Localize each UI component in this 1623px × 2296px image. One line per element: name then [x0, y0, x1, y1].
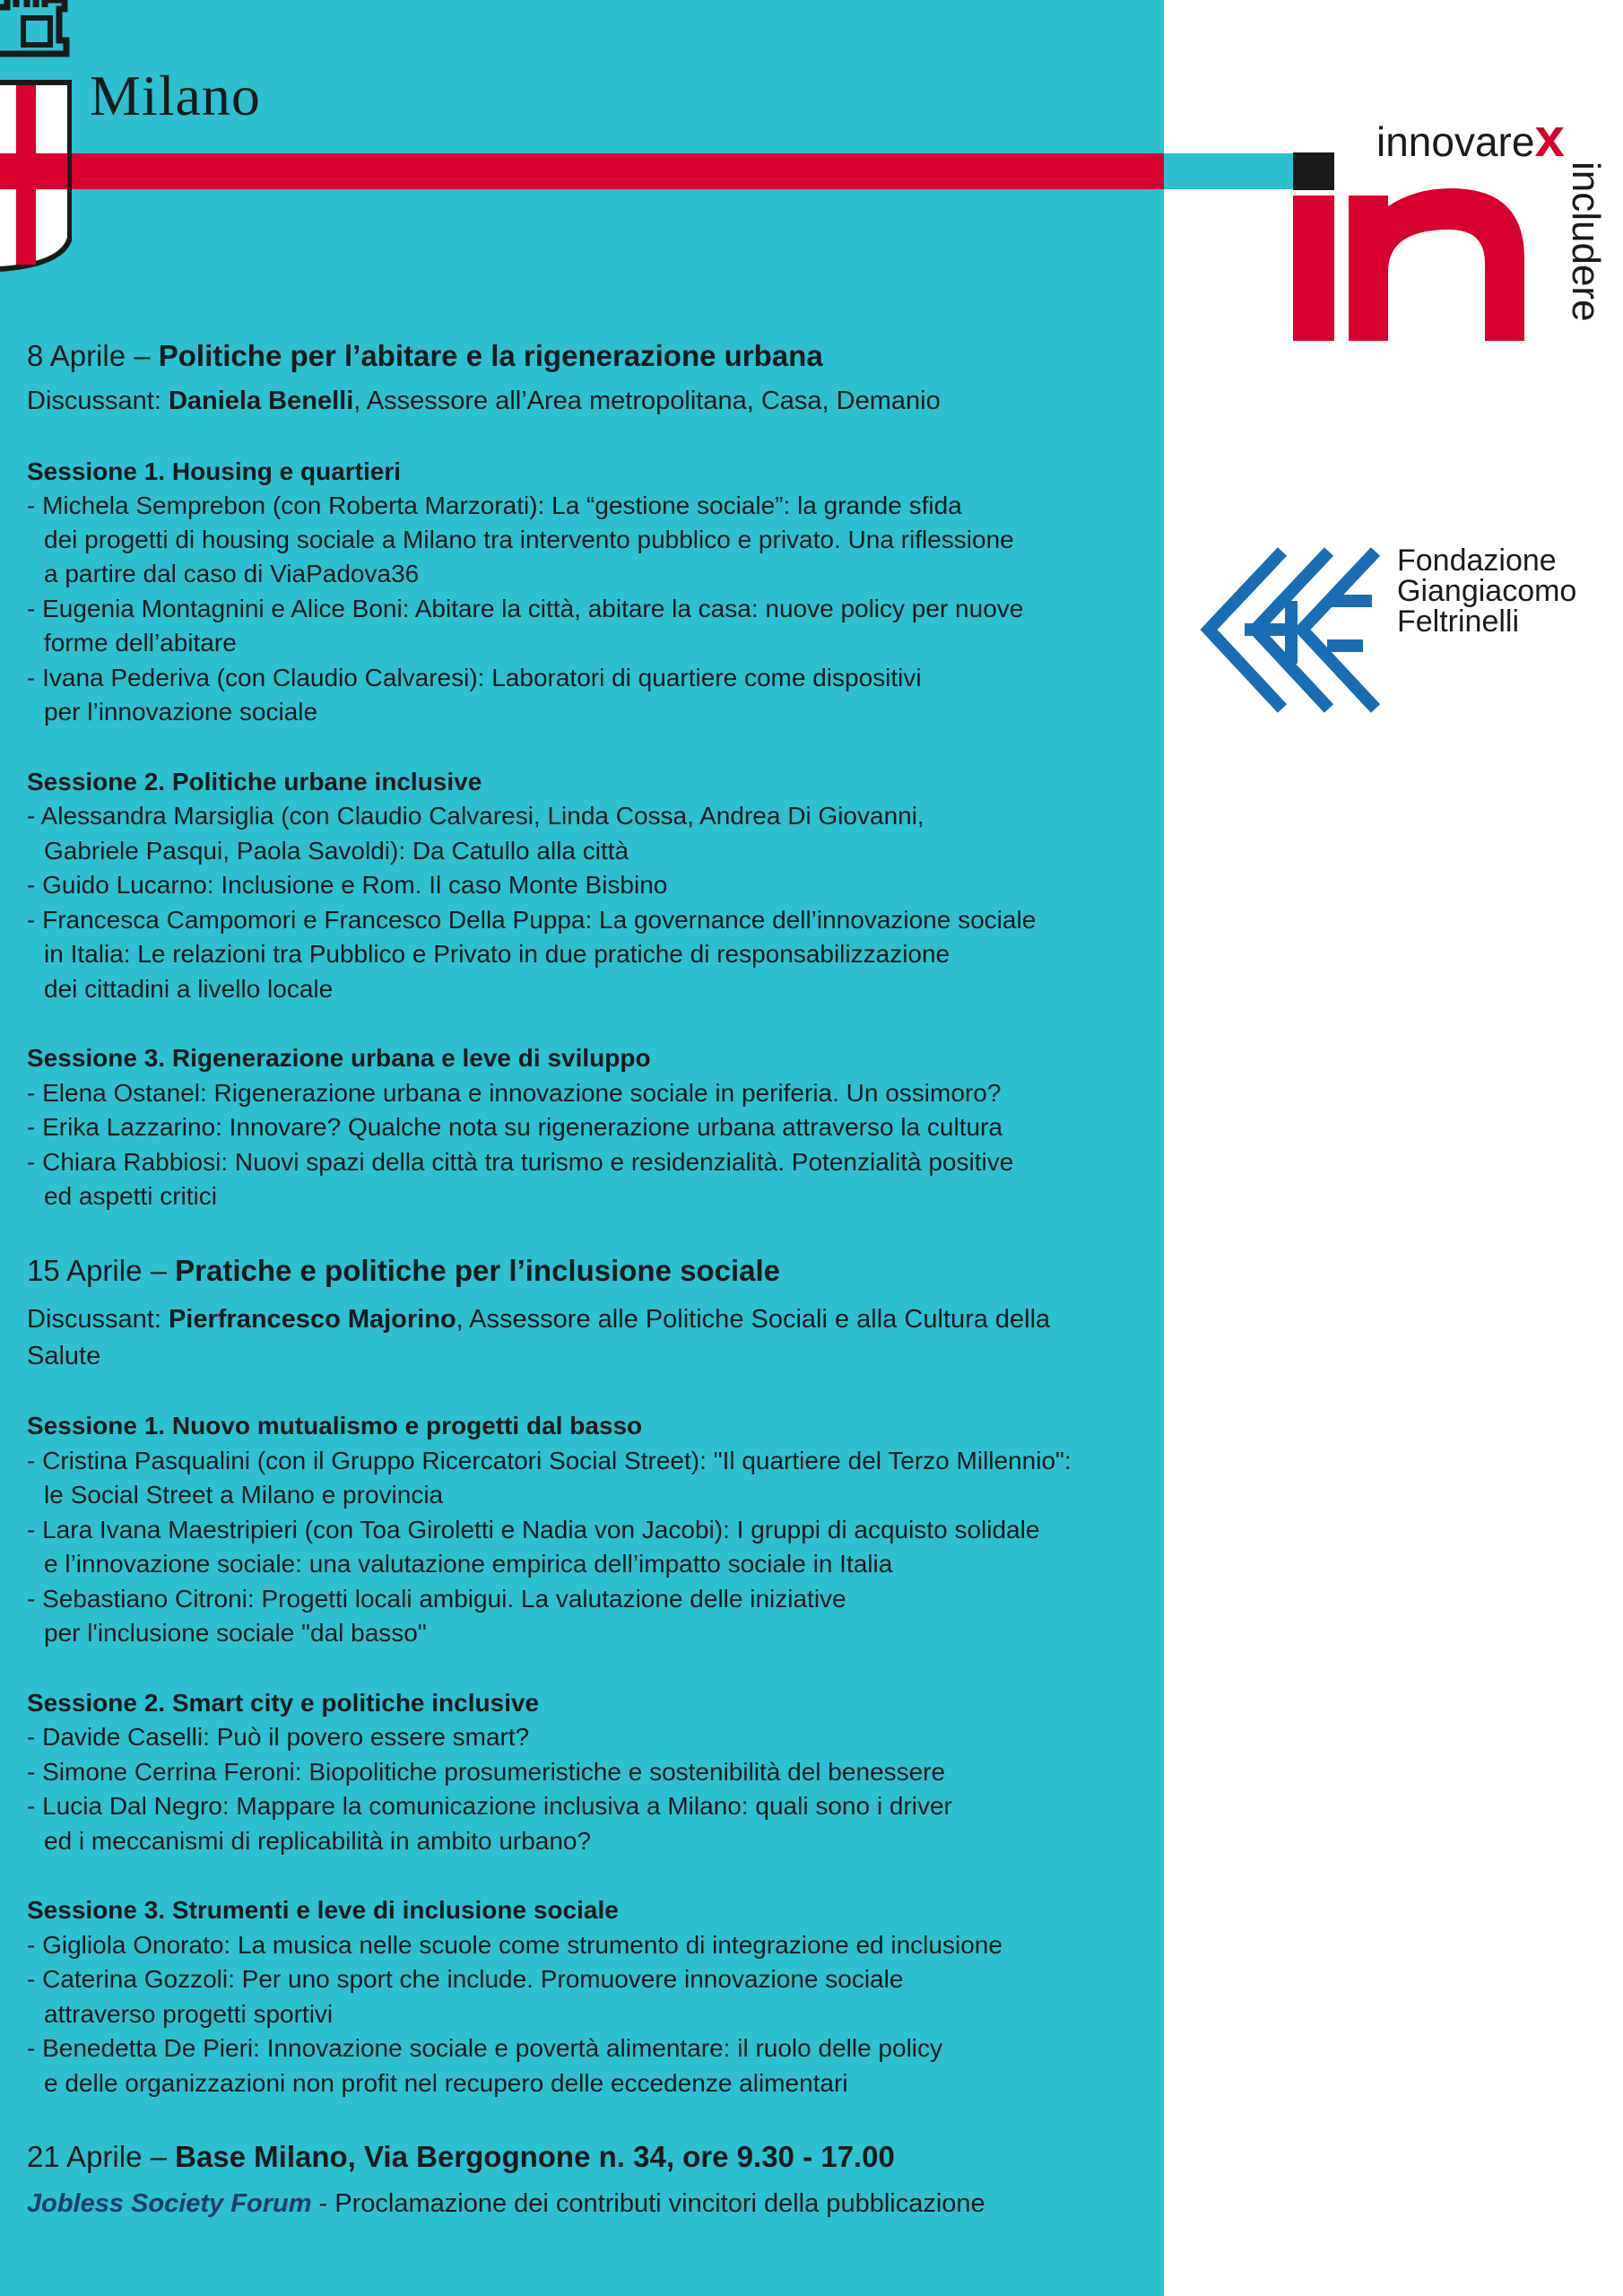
day3-title: Base Milano, Via Bergognone n. 34, ore 9.30 - 17.00 — [175, 2140, 895, 2173]
discussant-label: Discussant: — [27, 387, 161, 415]
list-item: Gabriele Pasqui, Paola Savoldi): Da Catullo alla città — [44, 837, 629, 865]
discussant-label: Discussant: — [27, 1305, 161, 1334]
milano-wordmark: Milano — [90, 64, 261, 127]
discussant-role: , Assessore all’Area metropolitana, Casa, Demanio — [353, 387, 941, 415]
list-item: - Sebastiano Citroni: Progetti locali ambigui. La valutazione delle iniziative — [27, 1585, 846, 1613]
forum-name: Jobless Society Forum — [27, 2189, 312, 2218]
day2-session2-title: Sessione 2. Smart city e politiche inclusive — [27, 1689, 540, 1717]
foundation-line-1: Fondazione — [1397, 544, 1557, 578]
day2-heading — [27, 1252, 780, 1290]
list-item: forme dell’abitare — [44, 629, 237, 657]
list-item: le Social Street a Milano e provincia — [44, 1481, 444, 1509]
list-item: ed aspetti critici — [44, 1182, 217, 1210]
list-item: - Alessandra Marsiglia (con Claudio Calvaresi, Linda Cossa, Andrea Di Giovanni, — [27, 802, 924, 830]
day1-session1-title: Sessione 1. Housing e quartieri — [27, 457, 402, 485]
list-item: - Erika Lazzarino: Innovare? Qualche nota su rigenerazione urbana attraverso la cultura — [27, 1113, 1002, 1141]
list-item: in Italia: Le relazioni tra Pubblico e Privato in due pratiche di responsabilizzazione — [44, 940, 950, 968]
list-item: attraverso progetti sportivi — [44, 2000, 334, 2028]
cyan-band-extension — [1164, 153, 1298, 189]
day3-date: 21 Aprile – — [27, 2140, 167, 2173]
feltrinelli-logo-icon — [1193, 547, 1399, 713]
list-item: - Lucia Dal Negro: Mappare la comunicazione inclusiva a Milano: quali sono i driver — [27, 1792, 952, 1820]
list-item: - Simone Cerrina Feroni: Biopolitiche prosumeristiche e sostenibilità del benessere — [27, 1758, 946, 1786]
list-item: - Cristina Pasqualini (con il Gruppo Ricercatori Social Street): "Il quartiere del Terzo Millennio": — [27, 1447, 1072, 1474]
day1-heading — [27, 337, 823, 375]
day2-discussant — [27, 1302, 1050, 1336]
foundation-name — [1397, 545, 1576, 637]
list-item: - Gigliola Onorato: La musica nelle scuole come strumento di integrazione ed inclusione — [27, 1931, 1002, 1959]
list-item: dei progetti di housing sociale a Milano tra intervento pubblico e privato. Una riflessione — [44, 526, 1014, 553]
discussant-name: Daniela Benelli — [168, 387, 354, 415]
list-item: - Davide Caselli: Può il povero essere smart? — [27, 1723, 530, 1751]
list-item: - Michela Semprebon (con Roberta Marzorati): La “gestione sociale”: la grande sfida — [27, 491, 962, 519]
day2-date: 15 Aprile – — [27, 1254, 167, 1287]
day1-session2-title: Sessione 2. Politiche urbane inclusive — [27, 768, 482, 796]
list-item: dei cittadini a livello locale — [44, 975, 334, 1003]
list-item: - Benedetta De Pieri: Innovazione sociale e povertà alimentare: il ruolo delle policy — [27, 2034, 943, 2062]
list-item: per l’innovazione sociale — [44, 698, 318, 726]
day3-heading — [27, 2138, 895, 2176]
day1-title: Politiche per l’abitare e la rigenerazione urbana — [158, 339, 823, 372]
list-item: a partire dal caso di ViaPadova36 — [44, 560, 420, 587]
innovare-text — [1376, 108, 1565, 168]
day1-session3-title: Sessione 3. Rigenerazione urbana e leve di sviluppo — [27, 1044, 651, 1072]
list-item: - Chiara Rabbiosi: Nuovi spazi della città tra turismo e residenzialità. Potenzialità positive — [27, 1148, 1014, 1176]
list-item: - Elena Ostanel: Rigenerazione urbana e innovazione sociale in periferia. Un ossimoro? — [27, 1079, 1002, 1107]
day1-date: 8 Aprile – — [27, 339, 151, 372]
innovare-label: innovare — [1376, 118, 1535, 165]
day2-session3-title: Sessione 3. Strumenti e leve di inclusione sociale — [27, 1896, 619, 1924]
list-item: - Caterina Gozzoli: Per uno sport che include. Promuovere innovazione sociale — [27, 1965, 904, 1993]
foundation-line-3: Feltrinelli — [1397, 604, 1520, 639]
day2-title: Pratiche e politiche per l’inclusione sociale — [175, 1254, 781, 1287]
list-item: - Ivana Pederiva (con Claudio Calvaresi): Laboratori di quartiere come dispositivi — [27, 664, 922, 691]
day1-discussant — [27, 384, 941, 418]
includere-text: includere — [1564, 161, 1608, 322]
list-item: - Lara Ivana Maestripieri (con Toa Giroletti e Nadia von Jacobi): I gruppi di acquisto solidale — [27, 1516, 1040, 1544]
list-item: e delle organizzazioni non profit nel recupero delle eccedenze alimentari — [44, 2069, 848, 2097]
red-band — [0, 153, 1164, 189]
discussant-name: Pierfrancesco Majorino — [168, 1305, 456, 1334]
day2-discussant-role-cont: Salute — [27, 1342, 101, 1370]
milano-crest-icon — [0, 0, 72, 278]
day2-session1-title: Sessione 1. Nuovo mutualismo e progetti dal basso — [27, 1412, 643, 1439]
list-item: ed i meccanismi di replicabilità in ambito urbano? — [44, 1827, 592, 1855]
day3-forum — [27, 2187, 985, 2221]
discussant-role: , Assessore alle Politiche Sociali e alla Cultura della — [456, 1305, 1051, 1334]
list-item: - Francesca Campomori e Francesco Della Puppa: La governance dell’innovazione sociale — [27, 906, 1037, 934]
list-item: e l’innovazione sociale: una valutazione empirica dell’impatto sociale in Italia — [44, 1550, 893, 1578]
forum-description: - Proclamazione dei contributi vincitori della pubblicazione — [311, 2189, 985, 2218]
foundation-line-2: Giangiacomo — [1397, 574, 1577, 608]
x-mark: x — [1534, 108, 1565, 168]
list-item: - Eugenia Montagnini e Alice Boni: Abitare la città, abitare la casa: nuove policy per nuove — [27, 595, 1024, 622]
list-item: per l'inclusione sociale "dal basso" — [44, 1619, 427, 1647]
list-item: - Guido Lucarno: Inclusione e Rom. Il caso Monte Bisbino — [27, 871, 668, 899]
